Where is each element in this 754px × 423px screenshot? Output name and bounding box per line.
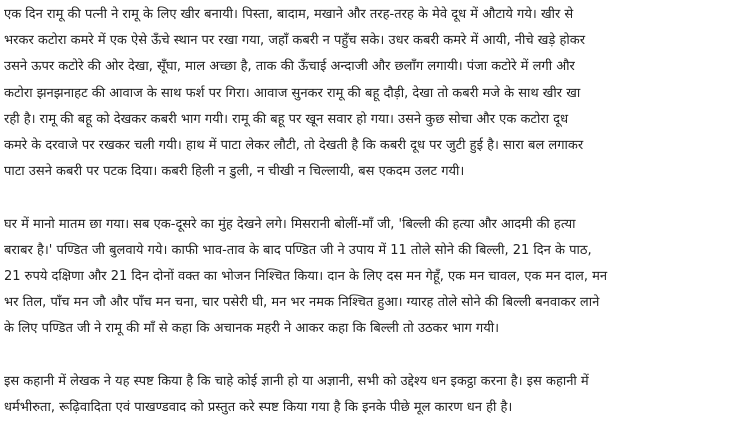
- text-line: रही है। रामू की बहू को देखकर कबरी भाग गयी। रामू की बहू पर खून सवार हो गया। उसने कुछ सोचा और एक कटोरा दूध: [4, 111, 569, 127]
- text-line: एक दिन रामू की पत्नी ने रामू के लिए खीर बनायी। पिस्ता, बादाम, मखाने और तरह-तरह के मेवे दूध में औटाये गये। खीर से: [4, 7, 574, 22]
- text-line: पाटा उसने कबरी पर पटक दिया। कबरी हिली न डुली, न चीखी न चिल्लायी, बस एकदम उलट गयी।: [4, 164, 465, 180]
- paragraph-story: [4, 2, 750, 185]
- text-line: भरकर कटोरा कमरे में एक ऐसे ऊँचे स्थान पर रखा गया, जहाँ कबरी न पहुँच सके। उधर कबरी कमरे में आयी, नीचे खड़े होकर: [4, 33, 586, 49]
- paragraph-gap: [4, 185, 750, 211]
- paragraph-summary: [4, 369, 750, 421]
- text-line: धर्मभीरुता, रूढ़िवादिता एवं पाखण्डवाद को प्रस्तुत करे स्पष्ट किया गया है कि इनके पीछे मूल कारण धन ही है।: [4, 399, 513, 415]
- text-line: भर तिल, पाँच मन जौ और पाँच मन चना, चार पसेरी घी, मन भर नमक निश्चित हुआ। ग्यारह तोले सोने की बिल्ली बनवाकर लाने: [4, 295, 600, 311]
- text-line: कटोरा झनझनाहट की आवाज के साथ फर्श पर गिरा। आवाज सुनकर रामू की बहू दौड़ी, देखा तो कबरी मजे के साथ खीर खा: [4, 85, 581, 101]
- text-line: घर में मानो मातम छा गया। सब एक-दूसरे का मुंह देखने लगे। मिसरानी बोलीं-माँ जी, 'बिल्ली की हत्या और आदमी की हत्या: [4, 216, 576, 232]
- text-line: उसने ऊपर कटोरे की ओर देखा, सूँघा, माल अच्छा है, ताक की ऊँचाई अन्दाजी और छलाँग लगायी। पंजा कटोरे में लगी और: [4, 59, 575, 75]
- paragraph-gap: [4, 342, 750, 368]
- document-body: [4, 2, 750, 421]
- text-line: कमरे के दरवाजे पर रखकर चली गयी। हाथ में पाटा लेकर लौटी, तो देखती है कि कबरी दूध पर जुटी हुई है। सारा बल लगाकर: [4, 137, 584, 153]
- paragraph-mourning: [4, 212, 750, 343]
- text-line: बराबर है।' पण्डित जी बुलवाये गये। काफी भाव-ताव के बाद पण्डित जी ने उपाय में 11 तोले सोने की बिल्ली, 21 दिन के पाठ,: [4, 242, 592, 258]
- text-line: इस कहानी में लेखक ने यह स्पष्ट किया है कि चाहे कोई ज्ञानी हो या अज्ञानी, सभी को उद्देश्य धन इकट्ठा करना है। इस कहानी में: [4, 373, 589, 389]
- text-line: के लिए पण्डित जी ने रामू की माँ से कहा कि अचानक महरी ने आकर कहा कि बिल्ली तो उठकर भाग गयी।: [4, 321, 500, 337]
- text-line: 21 रुपये दक्षिणा और 21 दिन दोनों वक्त का भोजन निश्चित किया। दान के लिए दस मन गेहूँ, एक मन चावल, एक मन दाल, मन: [4, 268, 608, 284]
